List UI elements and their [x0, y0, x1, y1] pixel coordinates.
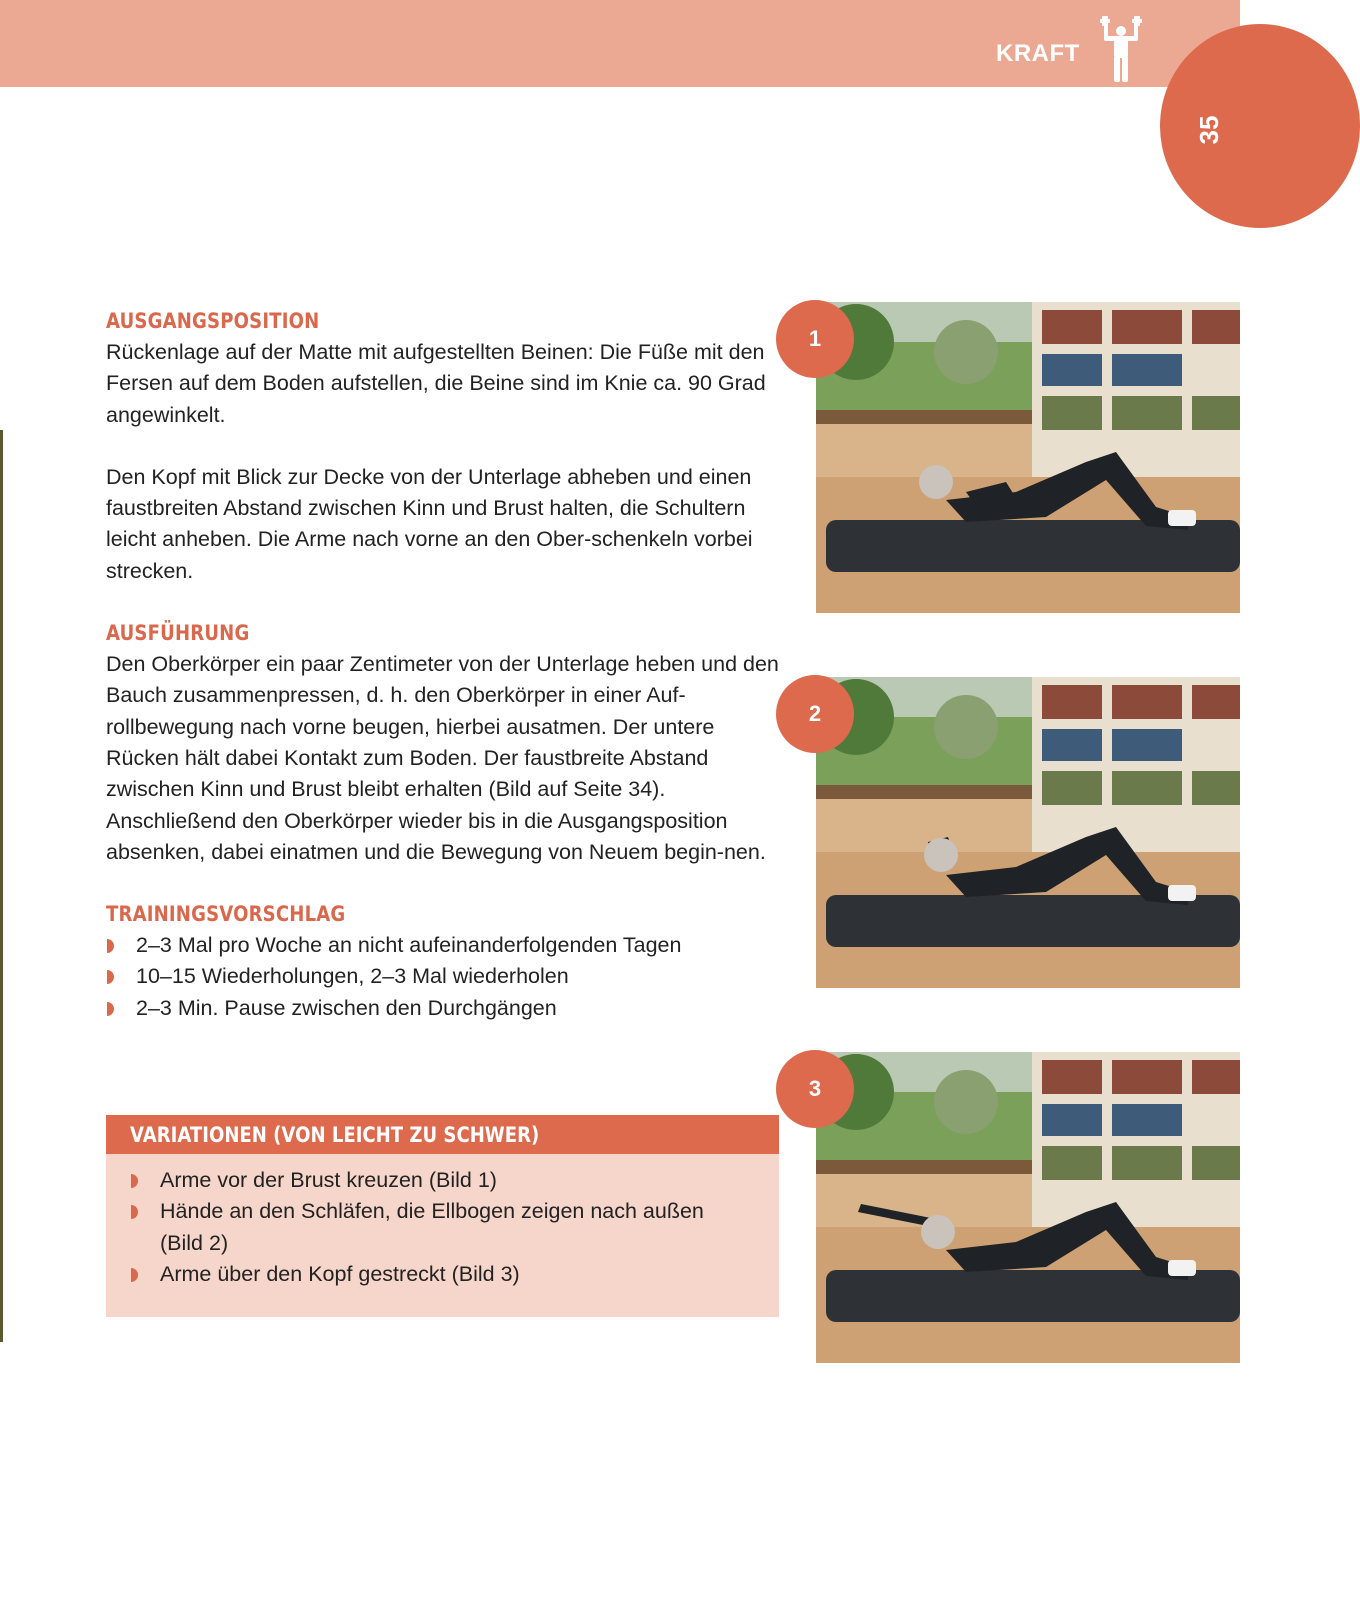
variations-list [106, 1165, 779, 1290]
bullet-icon [107, 939, 114, 953]
exercise-text [106, 305, 786, 1024]
execution-heading: AUSFÜHRUNG [106, 621, 250, 646]
chapter-label: KRAFT [996, 40, 1080, 67]
photo-scene [816, 302, 1240, 613]
list-item [106, 961, 786, 992]
photo-scene [816, 677, 1240, 988]
bullet-icon [131, 1205, 138, 1219]
variations-title-bar [106, 1115, 779, 1154]
exercise-photo-1 [808, 302, 1240, 613]
variation-item-text: Arme vor der Brust kreuzen (Bild 1) [160, 1168, 497, 1192]
training-item-text: 2–3 Min. Pause zwischen den Durchgängen [136, 995, 557, 1020]
variations-title: VARIATIONEN (VON LEICHT ZU SCHWER) [130, 1122, 540, 1147]
start-position-heading: AUSGANGSPOSITION [106, 309, 320, 333]
photo-badge-3 [776, 1050, 854, 1128]
training-heading: TRAININGSVORSCHLAG [106, 902, 346, 927]
person-with-dumbbells-icon [1100, 14, 1142, 82]
training-item-text: 10–15 Wiederholungen, 2–3 Mal wiederholen [136, 964, 569, 989]
photo-badge-number: 2 [808, 701, 822, 726]
list-item [130, 1196, 740, 1259]
training-list [106, 930, 786, 1024]
bullet-icon [107, 970, 114, 984]
exercise-photo-2 [808, 677, 1240, 988]
bullet-icon [131, 1268, 138, 1282]
bullet-icon [131, 1174, 138, 1188]
list-item [130, 1259, 740, 1290]
page-number-tab [1160, 24, 1360, 228]
photo-badge-1 [776, 300, 854, 378]
variations-box [106, 1115, 779, 1317]
photo-badge-2 [776, 675, 854, 753]
page-number: 35 [1194, 115, 1224, 145]
variation-item-text: Hände an den Schläfen, die Ellbogen zeigen nach außen (Bild 2) [160, 1199, 704, 1255]
variation-item-text: Arme über den Kopf gestreckt (Bild 3) [160, 1261, 520, 1286]
start-position-text-1: Rückenlage auf der Matte mit aufgestellten Beinen: Die Füße mit den Fersen auf dem Boden aufstellen, die Beine sind im Knie ca. 90 Grad angewinkelt. [106, 340, 766, 427]
photo-badge-number: 1 [808, 326, 822, 351]
start-position-text-2: Den Kopf mit Blick zur Decke von der Unterlage abheben und einen faustbreiten Abstand zwischen Kinn und Brust halten, die Schultern leicht anheben. Die Arme nach vorne an den Ober-schenkeln vorbei strecken. [106, 464, 753, 583]
left-edge-image-strip [0, 430, 3, 1342]
exercise-photo-3 [808, 1052, 1240, 1363]
training-item-text: 2–3 Mal pro Woche an nicht aufeinanderfolgenden Tagen [136, 933, 682, 958]
photo-scene [816, 1052, 1240, 1363]
list-item [106, 993, 786, 1024]
list-item [106, 930, 786, 961]
photo-badge-number: 3 [808, 1076, 822, 1101]
list-item [130, 1165, 740, 1196]
bullet-icon [107, 1002, 114, 1016]
execution-text: Den Oberkörper ein paar Zentimeter von der Unterlage heben und den Bauch zusammenpressen, d. h. den Oberkörper in einer Auf-rollbewegung nach vorne beugen, hierbei ausatmen. Der untere Rücken hält dabei Kontakt zum Boden. Der faustbreite Abstand zwischen Kinn und Brust bleibt erhalten (Bild auf Seite 34). Anschließend den Oberkörper wieder bis in die Ausgangsposition absenken, dabei einatmen und die Bewegung von Neuem begin-nen. [106, 652, 779, 864]
